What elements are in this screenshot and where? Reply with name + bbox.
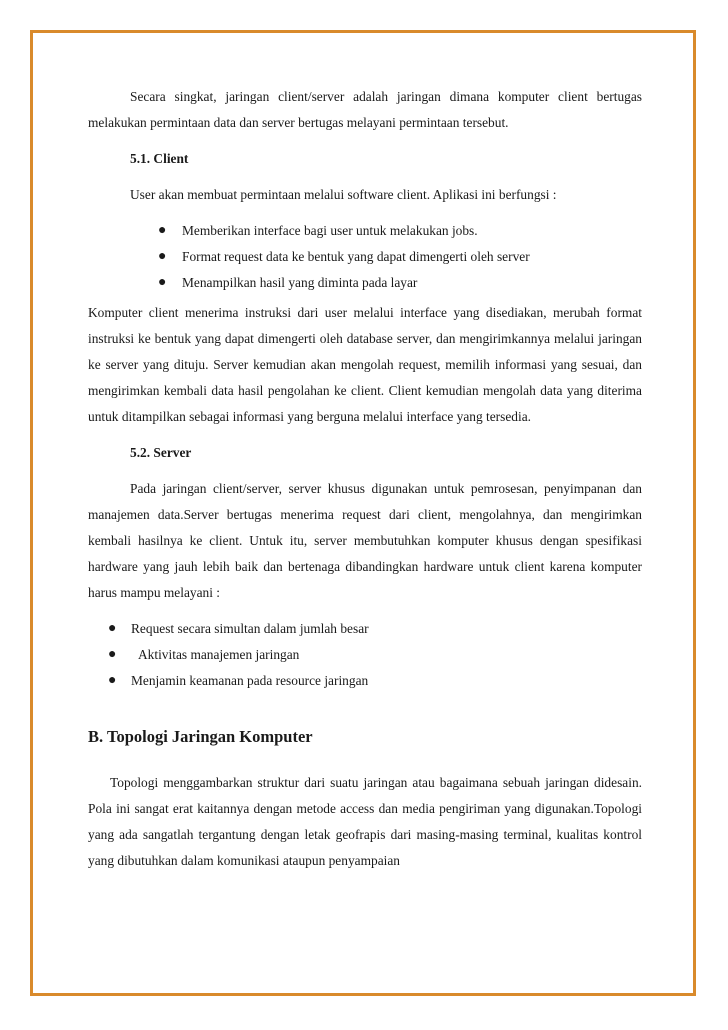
list-item-text: Menjamin keamanan pada resource jaringan — [131, 673, 369, 688]
intro-paragraph: Secara singkat, jaringan client/server adalah jaringan dimana komputer client bertugas melakukan permintaan data dan server bertugas melayani permintaan tersebut. — [88, 89, 642, 130]
bullet-icon: ● — [158, 249, 167, 264]
client-heading: 5.1. Client — [130, 151, 189, 166]
bullet-icon: ● — [108, 621, 117, 636]
server-paragraph: Pada jaringan client/server, server khusus digunakan untuk pemrosesan, penyimpanan dan manajemen data.Server bertugas menerima request dari client, mengolahnya, dan mengirimkan kembali hasilnya ke client. Untuk itu, server membutuhkan komputer khusus dengan spesifikasi hardware yang jauh lebih baik dan bertenaga dibandingkan hardware untuk client karena komputer harus mampu melayani : — [88, 481, 642, 600]
list-item-text: Menampilkan hasil yang diminta pada layar — [182, 275, 418, 290]
document-body — [88, 84, 642, 874]
server-heading: 5.2. Server — [130, 445, 192, 460]
list-item-text: Memberikan interface bagi user untuk melakukan jobs. — [182, 223, 478, 238]
server-capability-list — [88, 616, 642, 694]
bullet-icon: ● — [158, 275, 167, 290]
list-item — [88, 270, 642, 296]
bullet-icon: ● — [158, 223, 167, 238]
client-lead: User akan membuat permintaan melalui software client. Aplikasi ini berfungsi : — [130, 187, 557, 202]
list-item-text: Format request data ke bentuk yang dapat dimengerti oleh server — [182, 249, 530, 264]
list-item-text: Request secara simultan dalam jumlah besar — [131, 621, 369, 636]
list-item — [88, 642, 642, 668]
topologi-heading: B. Topologi Jaringan Komputer — [88, 727, 313, 746]
list-item-text: Aktivitas manajemen jaringan — [138, 647, 300, 662]
list-item — [88, 616, 642, 642]
bullet-icon: ● — [108, 673, 117, 688]
list-item — [88, 218, 642, 244]
list-item — [88, 244, 642, 270]
client-function-list — [88, 218, 642, 296]
bullet-icon: ● — [108, 647, 117, 662]
topologi-paragraph: Topologi menggambarkan struktur dari suatu jaringan atau bagaimana sebuah jaringan didesain. Pola ini sangat erat kaitannya dengan metode access dan media pengiriman yang digunakan.Topologi yang ada sangatlah tergantung dengan letak geofrapis dari masing-masing terminal, kualitas kontrol yang dibutuhkan dalam komunikasi ataupun penyampaian — [88, 775, 642, 868]
client-paragraph: Komputer client menerima instruksi dari user melalui interface yang disediakan, merubah format instruksi ke bentuk yang dapat dimengerti oleh database server, dan mengirimkannya melalui jaringan ke server yang dituju. Server kemudian akan mengolah request, memilih informasi yang sesuai, dan mengirimkan kembali data hasil pengolahan ke client. Client kemudian mengolah data yang diterima untuk ditampilkan sebagai informasi yang berguna melalui interface yang tersedia. — [88, 305, 642, 424]
list-item — [88, 668, 642, 694]
